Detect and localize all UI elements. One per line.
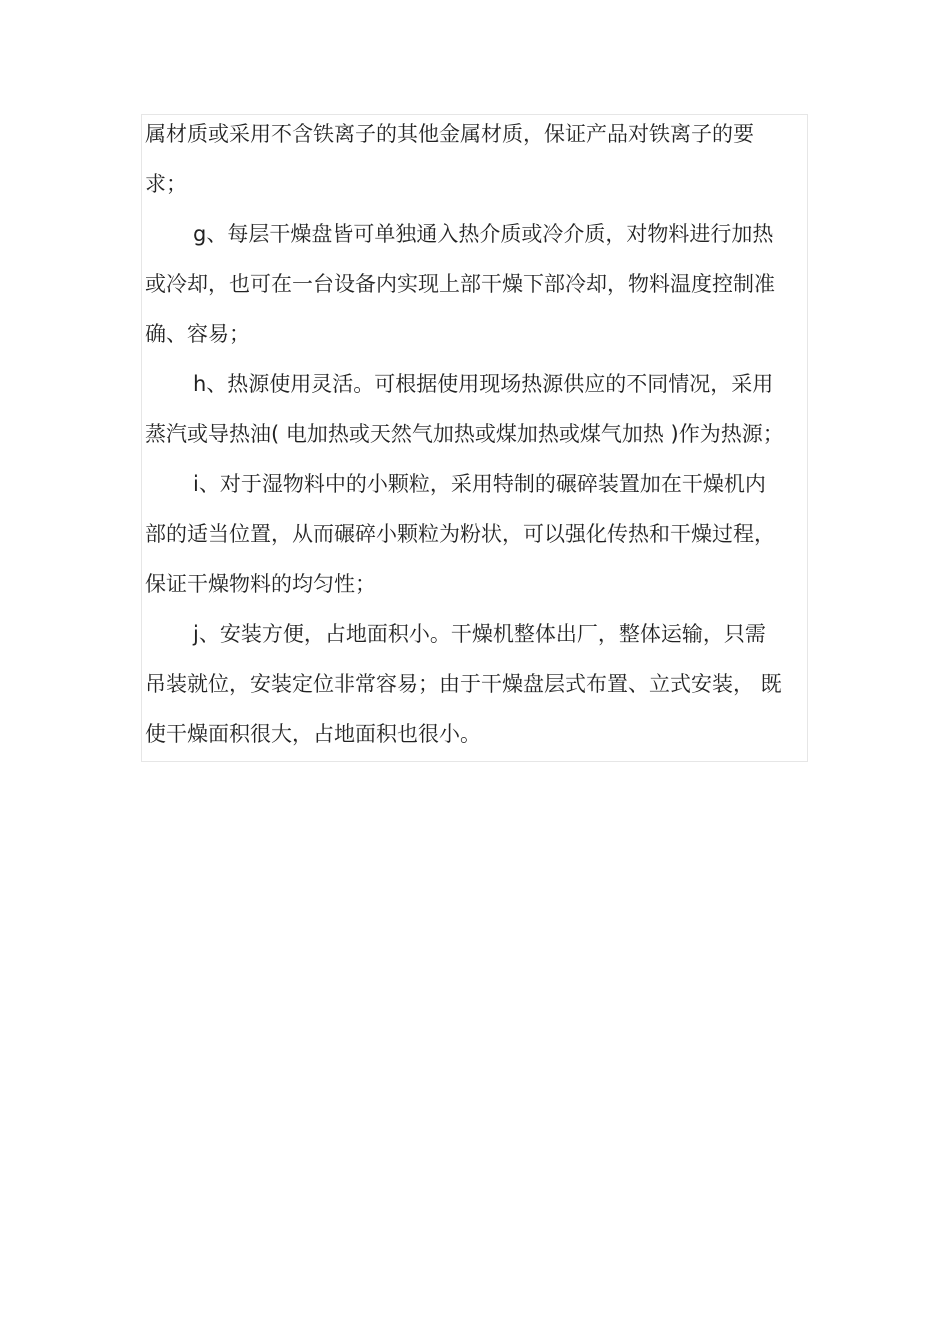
paragraph-i-first-line: i、对于湿物料中的小颗粒，采用特制的碾碎装置加在干燥机内 [193,472,766,496]
text-line: 部的适当位置，从而碾碎小颗粒为粉状，可以强化传热和干燥过程， [145,522,775,546]
paragraph-j-first-line: j、安装方便，占地面积小。干燥机整体出厂，整体运输，只需 [193,622,766,646]
text-line: 保证干燥物料的均匀性； [145,572,376,596]
paragraph-g-first-line: g、每层干燥盘皆可单独通入热介质或冷介质，对物料进行加热 [193,222,774,246]
text-line: 蒸汽或导热油( 电加热或天然气加热或煤加热或煤气加热 )作为热源； [145,422,784,446]
text-line: 确、容易； [145,322,250,346]
text-line: 吊装就位，安装定位非常容易；由于干燥盘层式布置、立式安装， 既 [145,672,782,696]
text-line: 属材质或采用不含铁离子的其他金属材质，保证产品对铁离子的要 [145,122,754,146]
text-block [141,114,808,762]
text-line: 或冷却，也可在一台设备内实现上部干燥下部冷却，物料温度控制准 [145,272,775,296]
text-line: 求； [145,172,187,196]
paragraph-h-first-line: h、热源使用灵活。可根据使用现场热源供应的不同情况，采用 [193,372,774,396]
text-line: 使干燥面积很大，占地面积也很小。 [145,722,481,746]
